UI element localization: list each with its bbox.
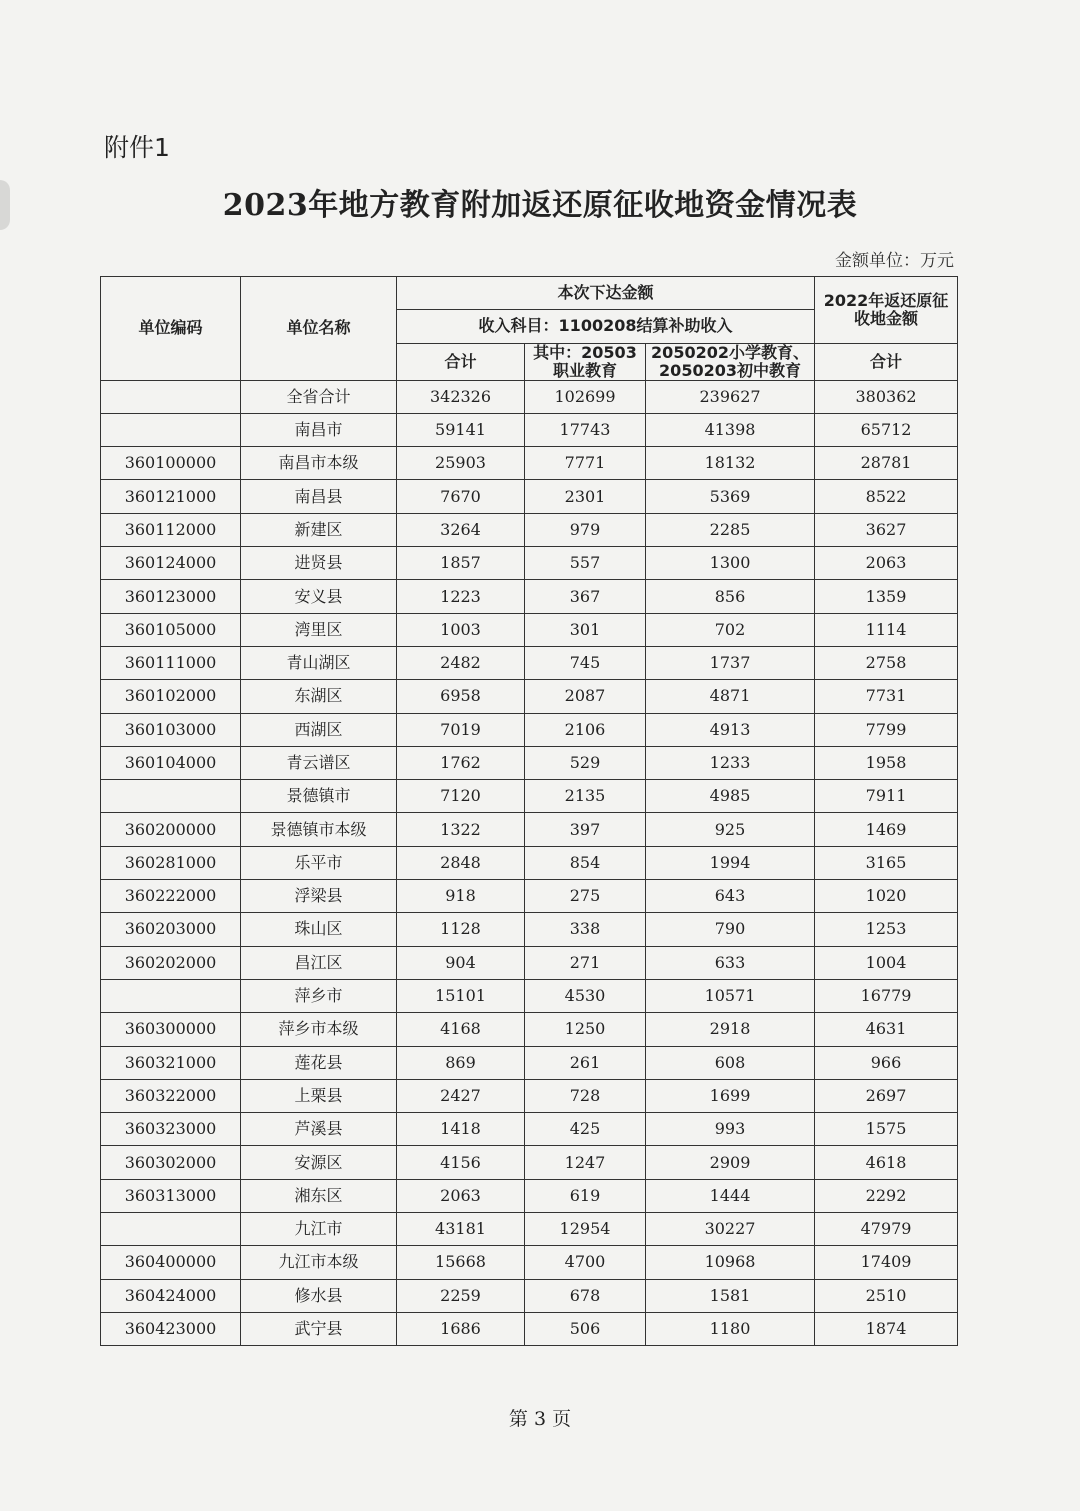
cell-primary: 5369: [646, 480, 815, 513]
cell-total: 6958: [397, 680, 525, 713]
cell-total: 59141: [397, 413, 525, 446]
cell-primary: 925: [646, 813, 815, 846]
table-row: [101, 480, 958, 513]
cell-prev-year: 966: [815, 1046, 958, 1079]
table-row: [101, 813, 958, 846]
header-name: 单位名称: [241, 277, 397, 381]
cell-prev-year: 8522: [815, 480, 958, 513]
header-prev-year: 2022年返还原征 收地金额: [815, 277, 958, 344]
cell-total: 7120: [397, 780, 525, 813]
cell-code: 360424000: [101, 1279, 241, 1312]
table-row: [101, 946, 958, 979]
cell-name: 乐平市: [241, 846, 397, 879]
cell-code: 360313000: [101, 1179, 241, 1212]
cell-prev-year: 7911: [815, 780, 958, 813]
cell-prev-year: 1253: [815, 913, 958, 946]
table-row: [101, 1213, 958, 1246]
cell-name: 湘东区: [241, 1179, 397, 1212]
cell-total: 869: [397, 1046, 525, 1079]
cell-vocational: 678: [525, 1279, 646, 1312]
cell-primary: 2918: [646, 1013, 815, 1046]
cell-total: 1762: [397, 746, 525, 779]
cell-primary: 702: [646, 613, 815, 646]
cell-code: 360105000: [101, 613, 241, 646]
cell-primary: 993: [646, 1113, 815, 1146]
cell-primary: 10571: [646, 979, 815, 1012]
cell-code: [101, 380, 241, 413]
cell-vocational: 2135: [525, 780, 646, 813]
cell-primary: 1300: [646, 547, 815, 580]
cell-prev-year: 17409: [815, 1246, 958, 1279]
cell-total: 2427: [397, 1079, 525, 1112]
cell-total: 2848: [397, 846, 525, 879]
cell-vocational: 619: [525, 1179, 646, 1212]
cell-code: 360202000: [101, 946, 241, 979]
cell-code: [101, 780, 241, 813]
table-row: [101, 513, 958, 546]
cell-prev-year: 65712: [815, 413, 958, 446]
cell-prev-year: 2697: [815, 1079, 958, 1112]
cell-name: 景德镇市本级: [241, 813, 397, 846]
cell-primary: 18132: [646, 447, 815, 480]
table-row: [101, 380, 958, 413]
cell-vocational: 745: [525, 646, 646, 679]
cell-name: 南昌县: [241, 480, 397, 513]
cell-name: 安源区: [241, 1146, 397, 1179]
cell-primary: 643: [646, 880, 815, 913]
amount-unit-note: 金额单位：万元: [835, 251, 954, 271]
cell-prev-year: 7731: [815, 680, 958, 713]
cell-name: 上栗县: [241, 1079, 397, 1112]
table-row: [101, 580, 958, 613]
cell-name: 芦溪县: [241, 1113, 397, 1146]
table-row: [101, 880, 958, 913]
cell-total: 342326: [397, 380, 525, 413]
cell-code: 360104000: [101, 746, 241, 779]
cell-name: 九江市: [241, 1213, 397, 1246]
cell-vocational: 425: [525, 1113, 646, 1146]
table-row: [101, 413, 958, 446]
cell-total: 1128: [397, 913, 525, 946]
header-vocational: 其中：20503 职业教育: [525, 343, 646, 380]
cell-primary: 1581: [646, 1279, 815, 1312]
cell-vocational: 1250: [525, 1013, 646, 1046]
cell-prev-year: 1575: [815, 1113, 958, 1146]
cell-vocational: 12954: [525, 1213, 646, 1246]
cell-prev-year: 1469: [815, 813, 958, 846]
table-row: [101, 646, 958, 679]
cell-prev-year: 47979: [815, 1213, 958, 1246]
table-row: [101, 746, 958, 779]
table-row: [101, 1013, 958, 1046]
cell-total: 7019: [397, 713, 525, 746]
cell-name: 湾里区: [241, 613, 397, 646]
cell-vocational: 17743: [525, 413, 646, 446]
cell-total: 1686: [397, 1312, 525, 1345]
cell-code: 360323000: [101, 1113, 241, 1146]
cell-vocational: 338: [525, 913, 646, 946]
cell-primary: 2909: [646, 1146, 815, 1179]
cell-code: 360200000: [101, 813, 241, 846]
cell-vocational: 7771: [525, 447, 646, 480]
cell-prev-year: 1004: [815, 946, 958, 979]
cell-total: 1418: [397, 1113, 525, 1146]
cell-code: 360123000: [101, 580, 241, 613]
cell-vocational: 4530: [525, 979, 646, 1012]
cell-name: 全省合计: [241, 380, 397, 413]
attachment-label: 附件1: [104, 133, 170, 162]
cell-prev-year: 2063: [815, 547, 958, 580]
cell-vocational: 275: [525, 880, 646, 913]
table-row: [101, 1246, 958, 1279]
cell-prev-year: 1874: [815, 1312, 958, 1345]
table-row: [101, 780, 958, 813]
fund-table: [100, 276, 958, 1346]
cell-name: 青云谱区: [241, 746, 397, 779]
cell-primary: 1180: [646, 1312, 815, 1345]
cell-vocational: 4700: [525, 1246, 646, 1279]
cell-code: 360222000: [101, 880, 241, 913]
table-row: [101, 1113, 958, 1146]
cell-code: 360124000: [101, 547, 241, 580]
cell-code: 360111000: [101, 646, 241, 679]
header-prev-total: 合计: [815, 343, 958, 380]
table-row: [101, 846, 958, 879]
cell-code: 360400000: [101, 1246, 241, 1279]
cell-code: 360100000: [101, 447, 241, 480]
cell-primary: 239627: [646, 380, 815, 413]
cell-total: 918: [397, 880, 525, 913]
page-number: 第 3 页: [508, 1408, 572, 1430]
cell-code: 360102000: [101, 680, 241, 713]
cell-primary: 608: [646, 1046, 815, 1079]
cell-name: 青山湖区: [241, 646, 397, 679]
cell-total: 2482: [397, 646, 525, 679]
cell-prev-year: 16779: [815, 979, 958, 1012]
cell-primary: 790: [646, 913, 815, 946]
cell-total: 43181: [397, 1213, 525, 1246]
cell-total: 25903: [397, 447, 525, 480]
cell-prev-year: 1020: [815, 880, 958, 913]
cell-total: 2063: [397, 1179, 525, 1212]
cell-primary: 1444: [646, 1179, 815, 1212]
cell-name: 安义县: [241, 580, 397, 613]
cell-name: 昌江区: [241, 946, 397, 979]
cell-vocational: 271: [525, 946, 646, 979]
cell-name: 南昌市本级: [241, 447, 397, 480]
header-code: 单位编码: [101, 277, 241, 381]
cell-primary: 633: [646, 946, 815, 979]
cell-primary: 41398: [646, 413, 815, 446]
cell-total: 4156: [397, 1146, 525, 1179]
table-row: [101, 1312, 958, 1345]
cell-primary: 4913: [646, 713, 815, 746]
table-row: [101, 979, 958, 1012]
cell-code: 360321000: [101, 1046, 241, 1079]
cell-prev-year: 7799: [815, 713, 958, 746]
table-row: [101, 1179, 958, 1212]
cell-primary: 10968: [646, 1246, 815, 1279]
cell-total: 3264: [397, 513, 525, 546]
cell-prev-year: 2292: [815, 1179, 958, 1212]
cell-name: 萍乡市: [241, 979, 397, 1012]
cell-name: 修水县: [241, 1279, 397, 1312]
cell-name: 浮梁县: [241, 880, 397, 913]
cell-name: 南昌市: [241, 413, 397, 446]
cell-code: 360121000: [101, 480, 241, 513]
cell-primary: 4871: [646, 680, 815, 713]
document-title: 2023年地方教育附加返还原征收地资金情况表: [222, 188, 858, 223]
cell-vocational: 979: [525, 513, 646, 546]
cell-vocational: 1247: [525, 1146, 646, 1179]
header-total: 合计: [397, 343, 525, 380]
cell-code: 360203000: [101, 913, 241, 946]
cell-vocational: 301: [525, 613, 646, 646]
cell-vocational: 397: [525, 813, 646, 846]
cell-vocational: 2087: [525, 680, 646, 713]
cell-primary: 1994: [646, 846, 815, 879]
cell-name: 九江市本级: [241, 1246, 397, 1279]
cell-prev-year: 3165: [815, 846, 958, 879]
cell-prev-year: 1114: [815, 613, 958, 646]
cell-vocational: 2106: [525, 713, 646, 746]
cell-primary: 1737: [646, 646, 815, 679]
cell-total: 7670: [397, 480, 525, 513]
cell-name: 西湖区: [241, 713, 397, 746]
cell-name: 武宁县: [241, 1312, 397, 1345]
cell-name: 萍乡市本级: [241, 1013, 397, 1046]
cell-vocational: 261: [525, 1046, 646, 1079]
cell-vocational: 854: [525, 846, 646, 879]
cell-code: 360302000: [101, 1146, 241, 1179]
table-row: [101, 1279, 958, 1312]
cell-code: 360281000: [101, 846, 241, 879]
cell-prev-year: 2510: [815, 1279, 958, 1312]
table-row: [101, 547, 958, 580]
cell-prev-year: 3627: [815, 513, 958, 546]
cell-total: 1857: [397, 547, 525, 580]
cell-vocational: 367: [525, 580, 646, 613]
cell-primary: 1233: [646, 746, 815, 779]
cell-name: 新建区: [241, 513, 397, 546]
table-body: [101, 380, 958, 1346]
table-row: [101, 713, 958, 746]
cell-name: 进贤县: [241, 547, 397, 580]
cell-primary: 30227: [646, 1213, 815, 1246]
cell-vocational: 557: [525, 547, 646, 580]
cell-total: 2259: [397, 1279, 525, 1312]
cell-vocational: 728: [525, 1079, 646, 1112]
table-row: [101, 913, 958, 946]
cell-primary: 856: [646, 580, 815, 613]
cell-code: 360112000: [101, 513, 241, 546]
cell-prev-year: 2758: [815, 646, 958, 679]
cell-total: 904: [397, 946, 525, 979]
cell-name: 景德镇市: [241, 780, 397, 813]
cell-code: 360423000: [101, 1312, 241, 1345]
cell-prev-year: 28781: [815, 447, 958, 480]
table-row: [101, 447, 958, 480]
cell-code: [101, 979, 241, 1012]
header-subject: 收入科目：1100208结算补助收入: [397, 310, 815, 343]
cell-code: 360322000: [101, 1079, 241, 1112]
cell-code: 360300000: [101, 1013, 241, 1046]
cell-primary: 2285: [646, 513, 815, 546]
cell-total: 1003: [397, 613, 525, 646]
cell-prev-year: 4631: [815, 1013, 958, 1046]
cell-name: 珠山区: [241, 913, 397, 946]
cell-code: 360103000: [101, 713, 241, 746]
cell-total: 15668: [397, 1246, 525, 1279]
cell-total: 1322: [397, 813, 525, 846]
cell-primary: 4985: [646, 780, 815, 813]
table-row: [101, 1079, 958, 1112]
cell-prev-year: 1359: [815, 580, 958, 613]
table-row: [101, 1146, 958, 1179]
cell-total: 1223: [397, 580, 525, 613]
cell-prev-year: 380362: [815, 380, 958, 413]
cell-code: [101, 1213, 241, 1246]
cell-prev-year: 1958: [815, 746, 958, 779]
cell-vocational: 2301: [525, 480, 646, 513]
cell-vocational: 506: [525, 1312, 646, 1345]
cell-total: 15101: [397, 979, 525, 1012]
cell-prev-year: 4618: [815, 1146, 958, 1179]
cell-vocational: 529: [525, 746, 646, 779]
table-row: [101, 1046, 958, 1079]
table-row: [101, 613, 958, 646]
cell-name: 莲花县: [241, 1046, 397, 1079]
table-row: [101, 680, 958, 713]
header-primary-junior: 2050202小学教育、 2050203初中教育: [646, 343, 815, 380]
cell-primary: 1699: [646, 1079, 815, 1112]
cell-name: 东湖区: [241, 680, 397, 713]
cell-total: 4168: [397, 1013, 525, 1046]
header-current-amount: 本次下达金额: [397, 277, 815, 310]
cell-code: [101, 413, 241, 446]
cell-vocational: 102699: [525, 380, 646, 413]
